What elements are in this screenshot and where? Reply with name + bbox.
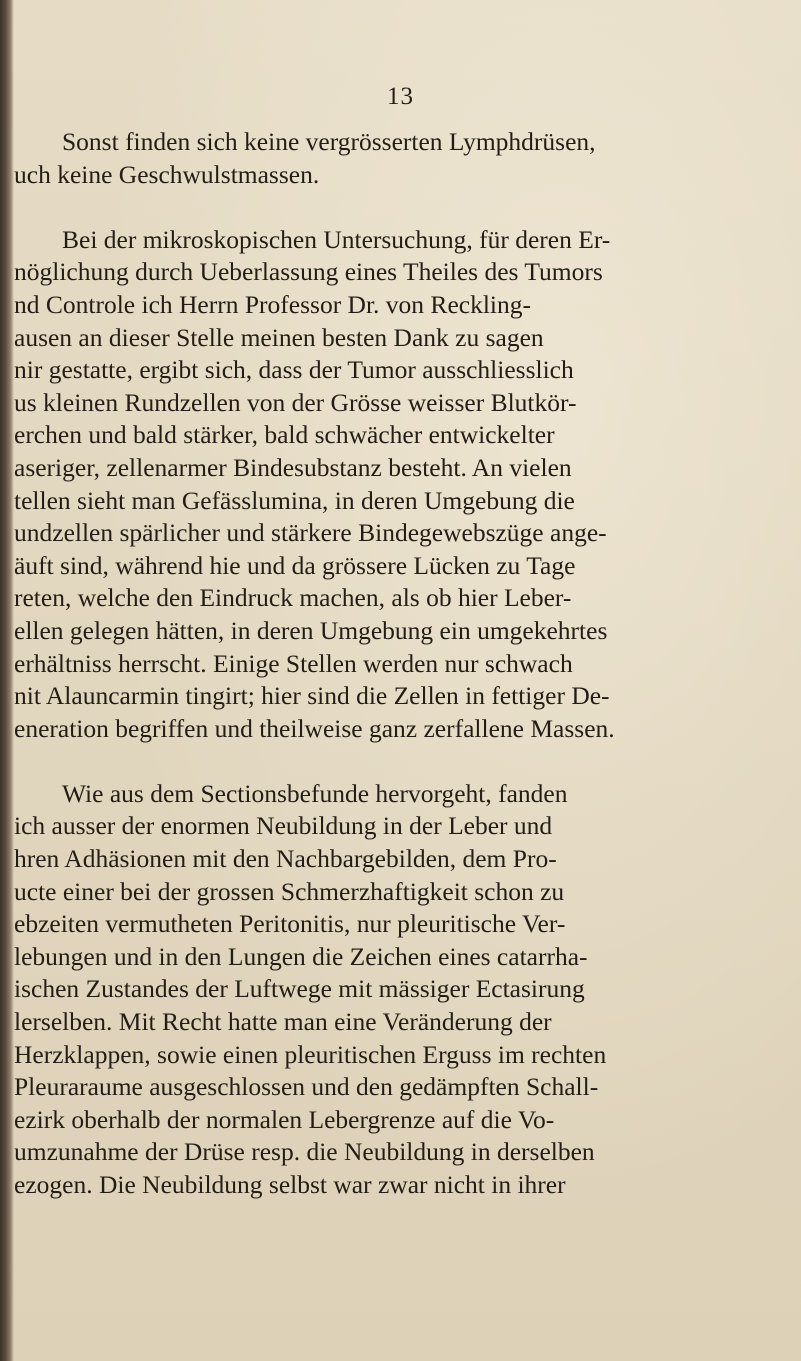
text-line: ellen gelegen hätten, in deren Umgebung ein umgekehrtes [14,615,608,645]
text-line: us kleinen Rundzellen von der Grösse weisser Blutkör- [14,387,577,417]
text-line: ich ausser der enormen Neubildung in der Leber und [14,811,553,841]
text-line: Wie aus dem Sectionsbefunde hervorgeht, fanden [62,778,568,808]
text-line: äuft sind, während hie und da grössere Lücken zu Tage [14,550,576,580]
text-line: lerselben. Mit Recht hatte man eine Veränderung der [14,1007,552,1037]
text-line: Pleuraraume ausgeschlossen und den gedämpften Schall- [14,1072,599,1102]
page-number: 13 [387,83,414,110]
text-line: ischen Zustandes der Luftwege mit mässiger Ectasirung [14,974,585,1004]
text-line: erchen und bald stärker, bald schwächer entwickelter [14,420,555,450]
text-line: undzellen spärlicher und stärkere Bindegewebszüge ange- [14,518,607,548]
text-line: aseriger, zellenarmer Bindesubstanz besteht. An vielen [14,452,572,482]
text-line: ucte einer bei der grossen Schmerzhaftigkeit schon zu [14,876,565,906]
text-line: nd Controle ich Herrn Professor Dr. von Reckling- [14,289,531,319]
text-line: uch keine Geschwulstmassen. [14,159,320,189]
text-line: Herzklappen, sowie einen pleuritischen Erguss im rechten [14,1039,607,1069]
text-line: reten, welche den Eindruck machen, als ob hier Leber- [14,583,572,613]
text-line: erhältniss herrscht. Einige Stellen werden nur schwach [14,648,573,678]
text-line: umzunahme der Drüse resp. die Neubildung in derselben [14,1137,595,1167]
text-line: nit Alauncarmin tingirt; hier sind die Zellen in fettiger De- [14,681,610,711]
body-text [0,126,700,1202]
text-line: ausen an dieser Stelle meinen besten Dank zu sagen [14,322,544,352]
text-line: nir gestatte, ergibt sich, dass der Tumor ausschliesslich [14,355,574,385]
text-line: tellen sieht man Gefässlumina, in deren Umgebung die [14,485,575,515]
text-line: ezogen. Die Neubildung selbst war zwar nicht in ihrer [14,1170,566,1199]
text-line: Bei der mikroskopischen Untersuchung, für deren Er- [62,224,611,254]
text-line: lebungen und in den Lungen die Zeichen eines catarrha- [14,941,588,971]
text-line: ebzeiten vermutheten Peritonitis, nur pleuritische Ver- [14,909,566,939]
text-line: nöglichung durch Ueberlassung eines Theiles des Tumors [14,257,603,287]
text-line: Sonst finden sich keine vergrösserten Lymphdrüsen, [62,127,596,156]
text-line: ezirk oberhalb der normalen Lebergrenze auf die Vo- [14,1104,555,1134]
text-line: hren Adhäsionen mit den Nachbargebilden, dem Pro- [14,844,557,874]
text-line: eneration begriffen und theilweise ganz zerfallene Massen. [14,713,615,743]
